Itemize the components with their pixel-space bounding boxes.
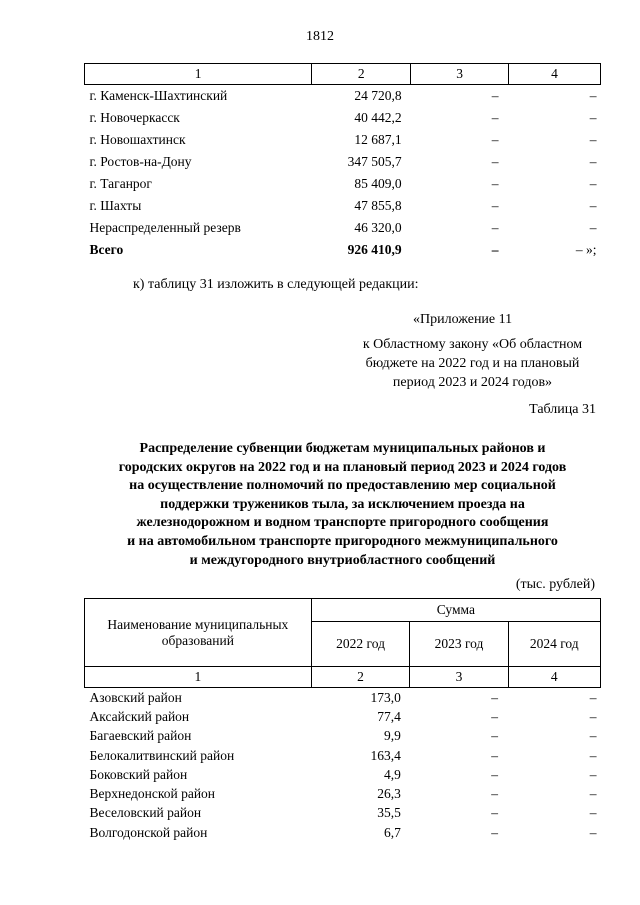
value-2024: – [589,766,597,782]
col-number-4: 4 [508,64,600,85]
title-line: городских округов на 2022 год и на плановый период 2023 и 2024 годов [118,459,567,475]
table-row [85,151,601,173]
value-2023: – [491,689,499,705]
title-line: железнодорожном и водном транспорте пригородного сообщения [136,515,549,531]
title-line: и междугородного внутриобластного сообщений [189,552,496,568]
value-2022: 47 855,8 [354,198,402,213]
column-header-line: Наименование муниципальных [107,616,289,632]
law-line: к Областному закону «Об областном [362,337,583,352]
value-2023: – [491,824,499,840]
value-2023: – [491,198,499,213]
municipality-name: Боковский район [89,766,188,782]
total-label: Всего [89,242,124,257]
table-row [85,727,601,746]
value-2023: – [491,708,499,724]
municipality-name: Аксайский район [89,708,190,724]
col-number-3: 3 [411,64,509,85]
municipality-name: Нераспределенный резерв [89,220,241,235]
table-row [85,707,601,726]
column-numbers-row [85,667,601,688]
column-header-line: образований [161,632,234,648]
col-number-2: 2 [312,64,411,85]
table-header-row [85,599,601,622]
municipality-name: Багаевский район [89,728,192,744]
municipality-name: Белокалитвинский район [89,747,235,763]
value-2024: – [589,198,597,213]
value-2023: – [491,110,499,125]
value-2023: – [491,220,499,235]
table-row [85,129,601,151]
municipality-column-header [85,599,312,667]
value-2022: 4,9 [384,766,401,782]
value-2024: – [589,176,597,191]
value-2023: – [491,728,499,744]
table-row [85,107,601,129]
sum-header: Сумма [311,599,600,622]
value-2022: 163,4 [370,747,401,763]
value-2024: – [589,747,597,763]
municipality-name: г. Новочеркасск [89,110,180,125]
table-row [85,217,601,239]
page-number: 1812 [306,29,334,44]
value-2022: 24 720,8 [354,88,402,103]
table-row [85,823,601,842]
municipality-name: Азовский район [89,689,182,705]
col-number-1: 1 [85,667,312,688]
year-2024-header: 2024 год [508,622,600,667]
municipality-name: г. Каменск-Шахтинский [89,88,228,103]
value-2022: 12 687,1 [354,132,402,147]
title-line: Распределение субвенции бюджетам муниципальных районов и [139,441,546,456]
col-number-1: 1 [85,64,312,85]
value-2022: 46 320,0 [354,220,402,235]
value-2022: 173,0 [370,689,401,705]
value-2022: 6,7 [384,824,401,840]
value-2024: – [589,689,597,705]
law-line: бюджете на 2022 год и на плановый [365,356,580,371]
table-row [85,195,601,217]
value-2024: – [589,786,597,802]
table-header-row [85,64,601,85]
value-2024: – [589,110,597,125]
year-2022-header: 2022 год [311,622,410,667]
table-title [84,440,601,570]
value-2023: – [491,176,499,191]
col-number-2: 2 [311,667,410,688]
value-2023: – [491,766,499,782]
value-2023: – [491,786,499,802]
value-2023: – [491,132,499,147]
table-row [85,804,601,823]
value-2022: 347 505,7 [347,154,402,169]
municipality-name: г. Новошахтинск [89,132,186,147]
value-2022: 9,9 [384,728,401,744]
value-2022: 85 409,0 [354,176,402,191]
value-2022: 77,4 [377,708,401,724]
title-line: и на автомобильном транспорте пригородного межмуниципального [127,533,558,549]
title-line: поддержки тружеников тыла, за исключением проезда на [160,496,525,512]
table-row [85,688,601,708]
value-2022: 26,3 [377,786,401,802]
municipality-name: Верхнедонской район [89,786,216,802]
subvention-table [84,598,601,842]
value-2024: – [589,220,597,235]
total-2022: 926 410,9 [347,242,402,257]
value-2024: – [589,154,597,169]
value-2023: – [491,154,499,169]
value-2024: – [589,708,597,724]
table-row [85,173,601,195]
municipality-name: г. Шахты [89,198,142,213]
value-2022: 40 442,2 [354,110,402,125]
table-total-row [85,239,601,261]
year-2023-header: 2023 год [410,622,508,667]
municipality-name: г. Ростов-на-Дону [89,154,192,169]
units-label: (тыс. рублей) [515,577,595,592]
value-2023: – [491,747,499,763]
value-2023: – [491,88,499,103]
value-2022: 35,5 [377,805,401,821]
total-2024: – »; [575,242,597,257]
table-row [85,85,601,108]
value-2024: – [589,132,597,147]
law-line: период 2023 и 2024 годов» [392,375,553,390]
table-row [85,746,601,765]
total-2023: – [491,242,499,257]
municipality-name: г. Таганрог [89,176,152,191]
value-2024: – [589,728,597,744]
value-2024: – [589,88,597,103]
municipality-name: Волгодонской район [89,824,208,840]
value-2024: – [589,824,597,840]
col-number-3: 3 [410,667,508,688]
amendment-text: к) таблицу 31 изложить в следующей редакции: [133,277,419,292]
col-number-4: 4 [508,667,600,688]
table-row [85,765,601,784]
subvention-table-continued [84,63,601,261]
appendix-law-reference [345,335,600,392]
title-line: на осуществление полномочий по предоставлению мер социальной [129,478,556,494]
table-label: Таблица 31 [529,402,596,417]
value-2023: – [491,805,499,821]
appendix-title: «Приложение 11 [413,312,513,327]
table-row [85,784,601,803]
value-2024: – [589,805,597,821]
municipality-name: Веселовский район [89,805,202,821]
